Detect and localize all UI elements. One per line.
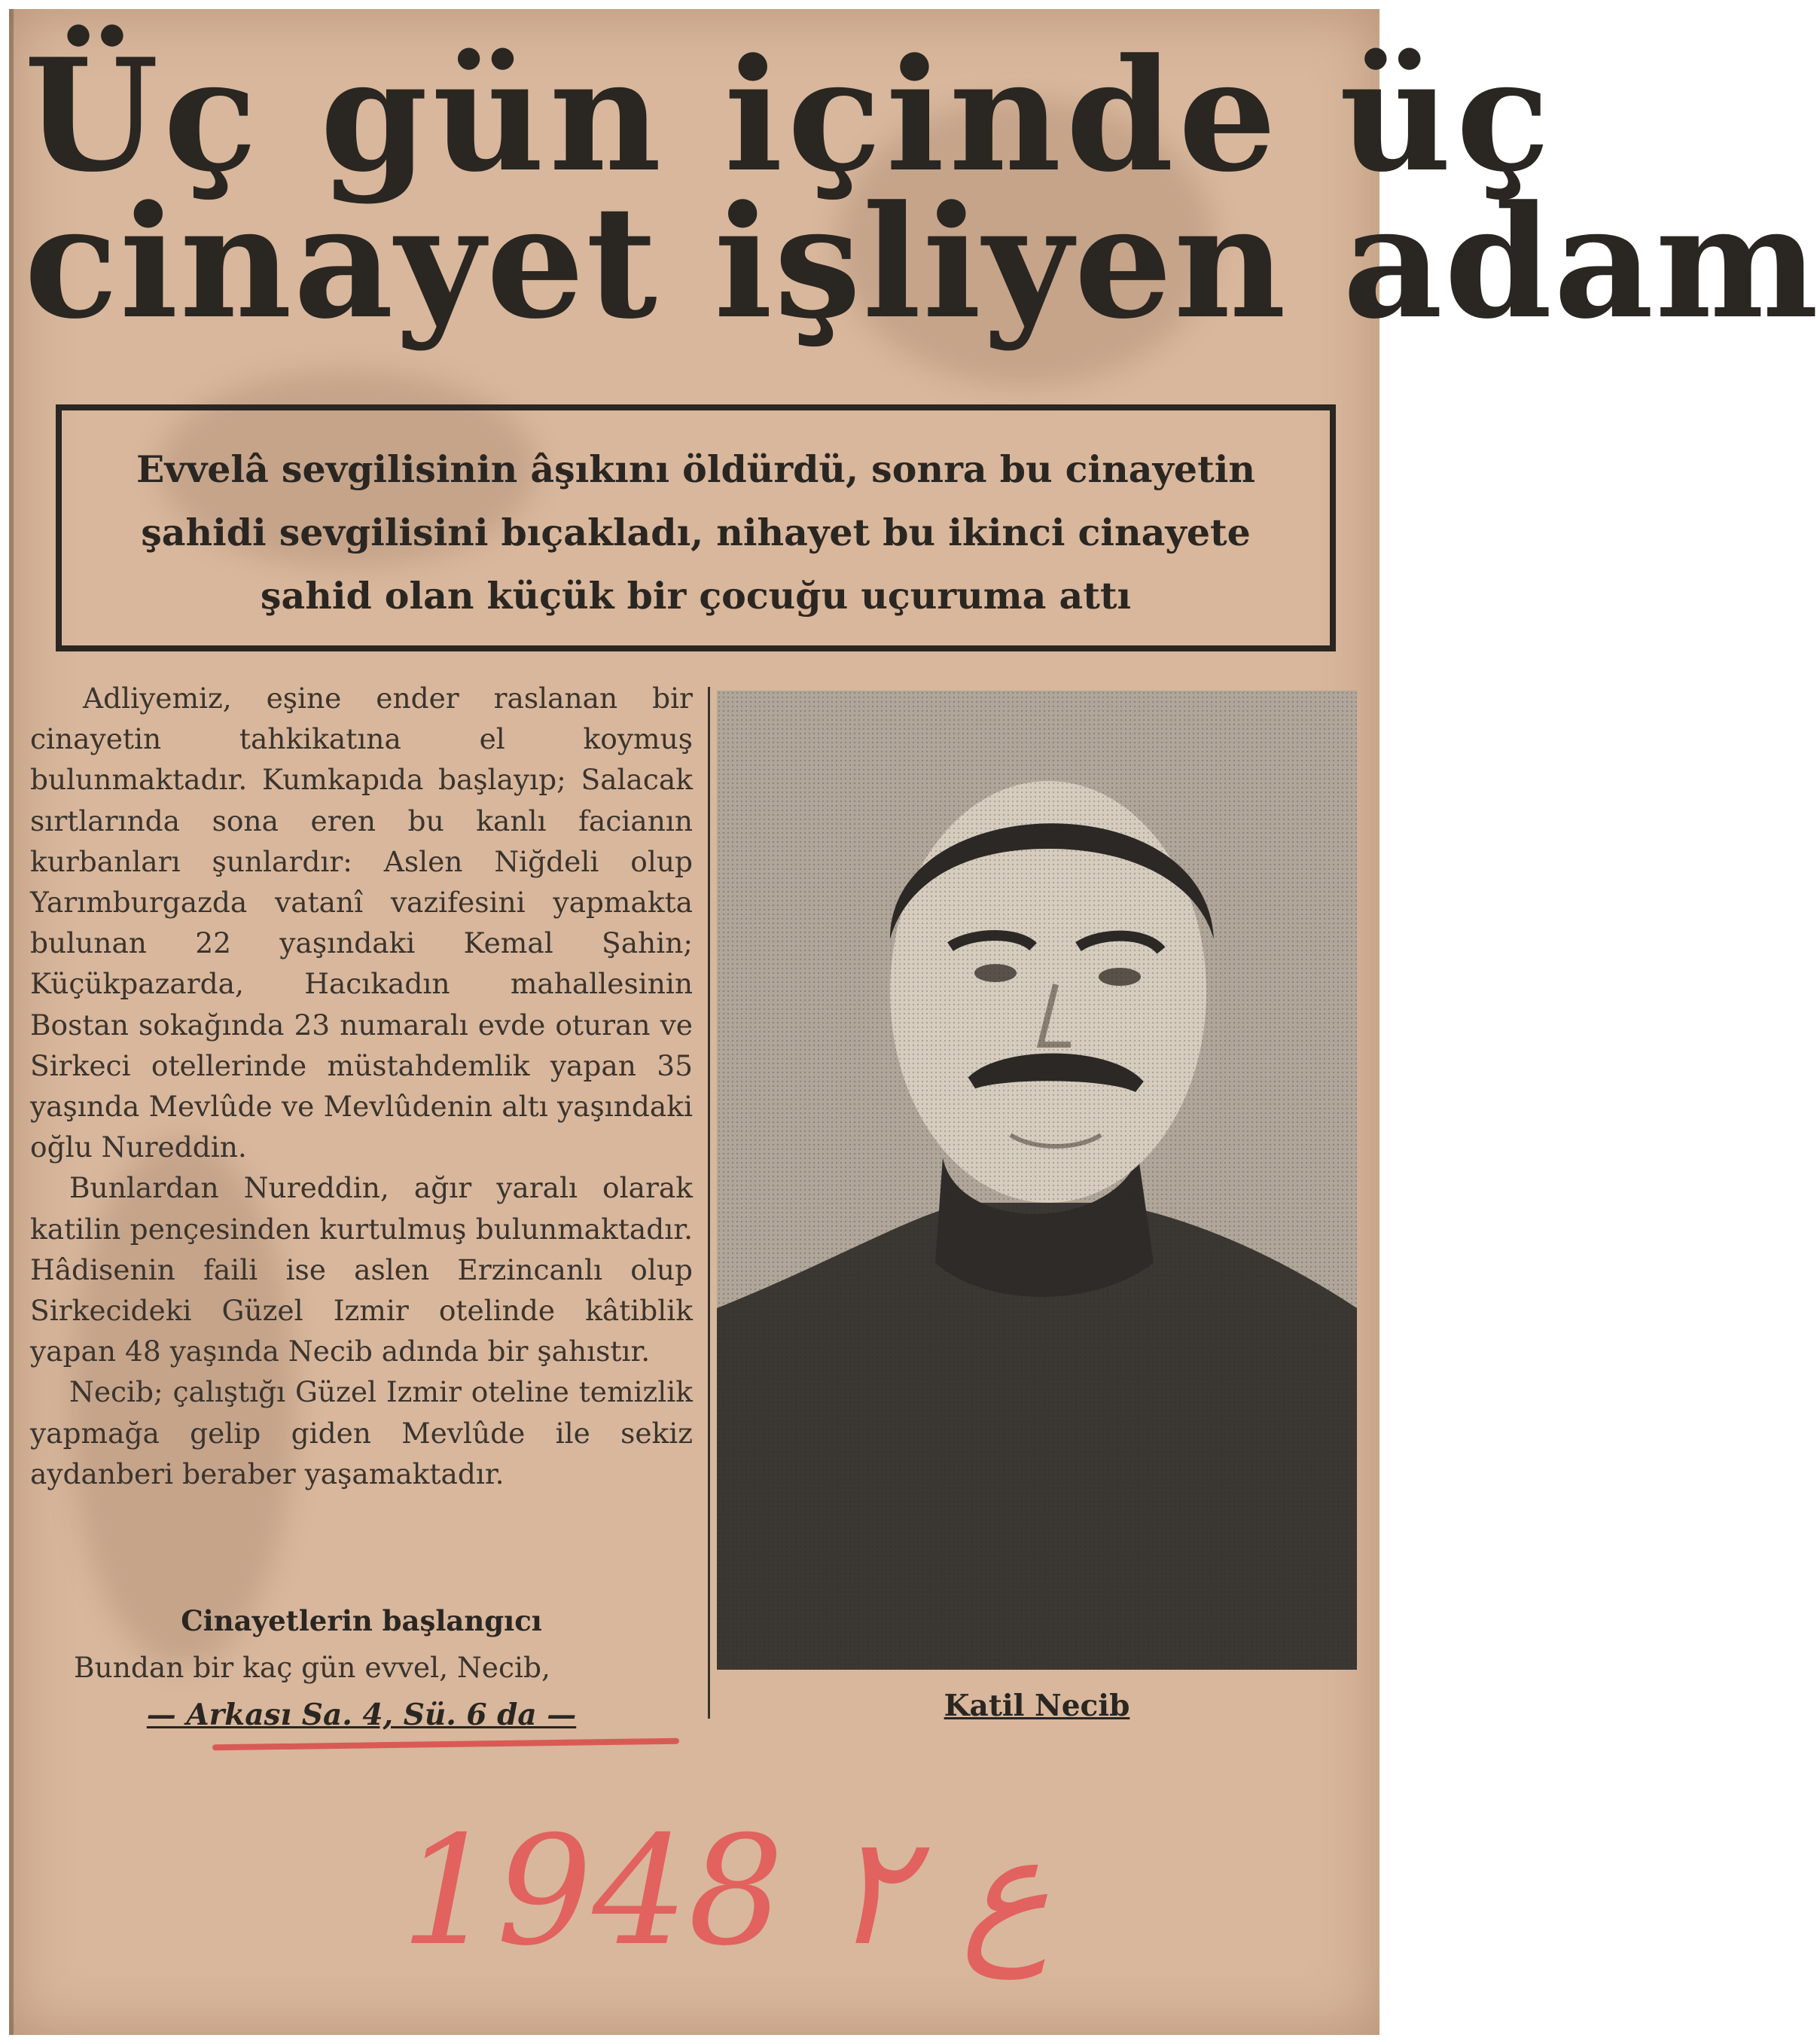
column-divider [708, 687, 710, 1719]
red-pen-underline [212, 1738, 679, 1751]
article-paragraph-1: Adliyemiz, eşine ender raslanan bir cinayetin tahkikatına el koymuş bulunmaktadır. Kumkapıda başlayıp; Salacak sırtlarında sona eren bu kanlı facianın kurbanları şunlardır: Aslen Niğdeli olup Yarımburgazda vatanî vazifesini yapmakta bulunan 22 yaşındaki Kemal Şahin; Küçükpazarda, Hacıkadın mahallesinin Bostan sokağında 23 numaralı evde oturan ve Sirkeci otellerinde müstahdemlik yapan 35 yaşında Mevlûde ve Mevlûdenin altı yaşındaki oğlu Nureddin. [30, 682, 693, 1164]
subtitle-line-1: Evvelâ sevgilisinin âşıkını öldürdü, sonra bu cinayetin [136, 447, 1255, 491]
paper-edge [9, 9, 14, 2035]
subtitle [84, 438, 1307, 627]
handwritten-annotation [401, 1801, 1154, 1997]
subtitle-line-2: şahidi sevgilisini bıçakladı, nihayet bu ikinci cinayete [141, 511, 1251, 554]
portrait-illustration [717, 691, 1357, 1670]
handwritten-date: 1948 ع ٢ [401, 1804, 1050, 1979]
article-last-line: Bundan bir kaç gün evvel, Necib, [74, 1651, 550, 1684]
article-subhead: Cinayetlerin başlangıcı [181, 1604, 542, 1637]
headline-line-1: Üç gün içinde üç [24, 26, 1555, 206]
subtitle-line-3: şahid olan küçük bir çocuğu uçuruma attı [260, 574, 1132, 618]
continued-note: — Arkası Sa. 4, Sü. 6 da — [146, 1698, 577, 1732]
article-paragraph-2: Bunlardan Nureddin, ağır yaralı olarak katilin pençesinden kurtulmuş bulunmaktadır. Hâdisenin faili ise aslen Erzincanlı olup Sirkecideki Güzel Izmir otelinde kâtiblik yapan 48 yaşında Necib adında bir şahıstır. [30, 1171, 693, 1368]
article-body [30, 678, 693, 1494]
portrait-photo [717, 691, 1357, 1670]
subtitle-box [56, 404, 1336, 651]
newspaper-clipping [9, 9, 1820, 2035]
headline-line-2: cinayet işliyen adam [24, 172, 1820, 353]
headline [24, 26, 1820, 353]
photo-caption: Katil Necib [944, 1689, 1130, 1723]
article-paragraph-3: Necib; çalıştığı Güzel Izmir oteline temizlik yapmağa gelip giden Mevlûde ile sekiz aydanberi beraber yaşamaktadır. [30, 1375, 693, 1490]
